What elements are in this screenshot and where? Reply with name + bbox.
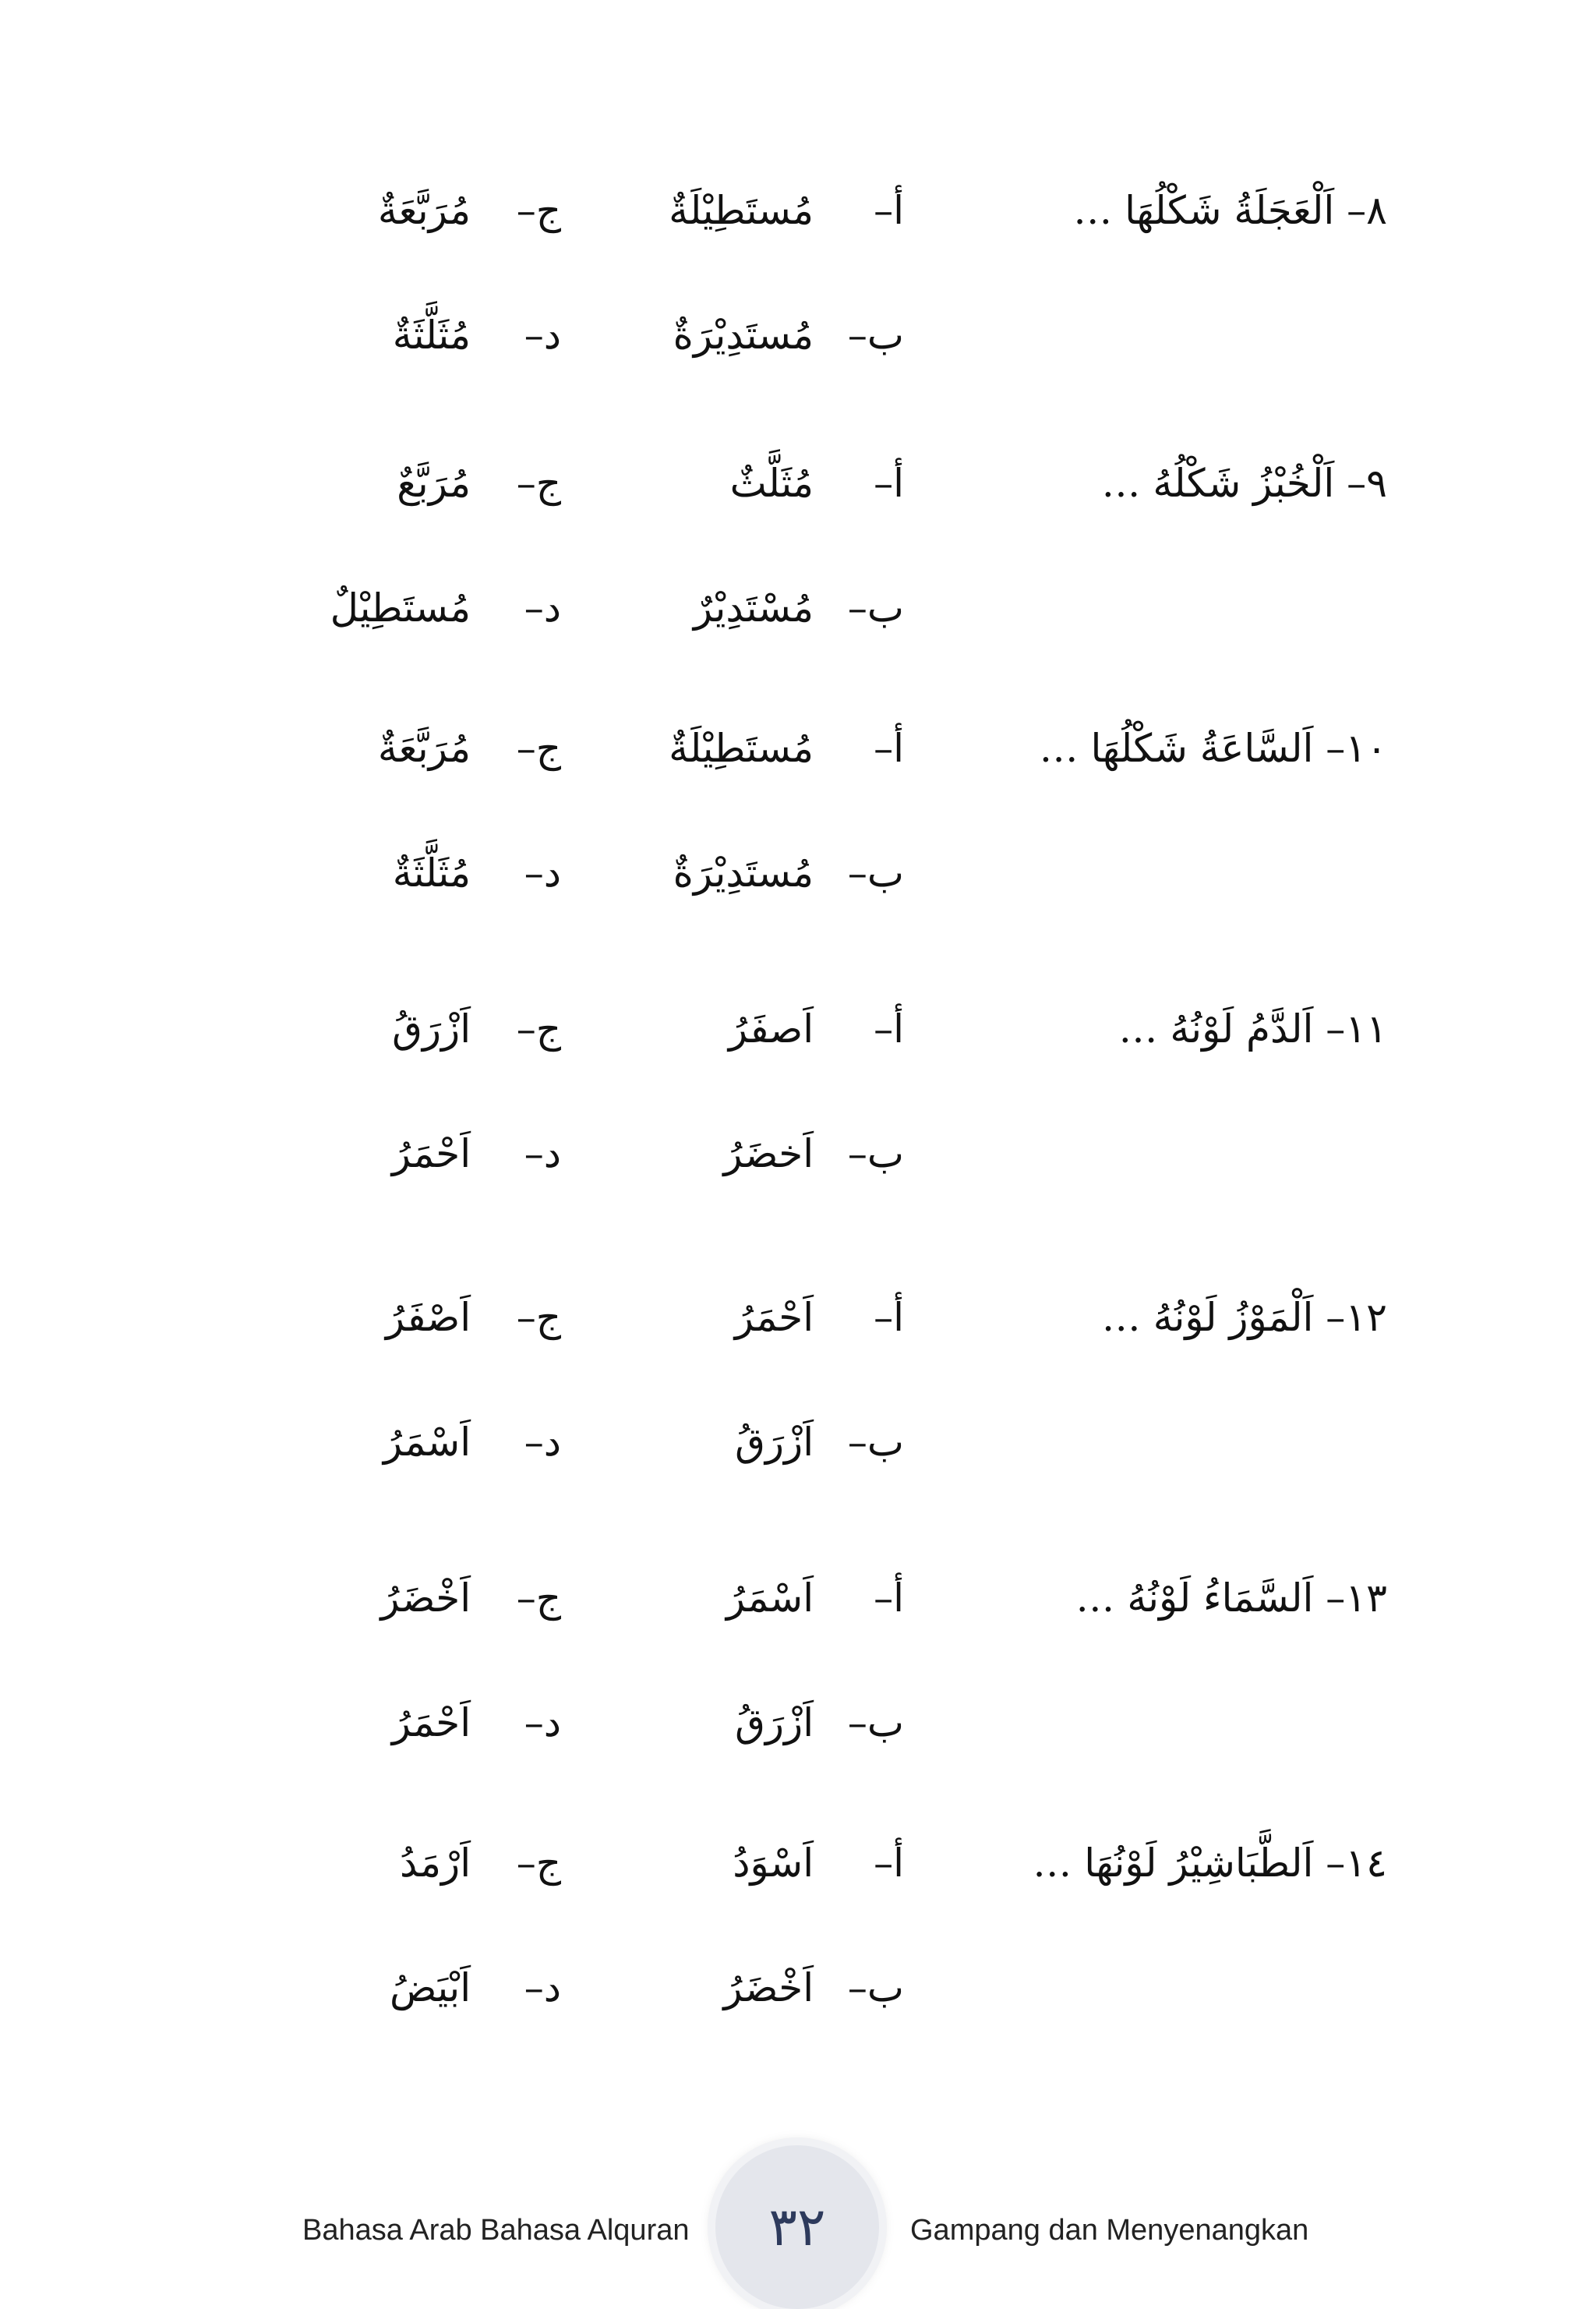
option-value: اَحْمَرُ	[391, 1700, 471, 1745]
option-value: مُستَطِيْلٌ	[330, 585, 471, 631]
option-value: مُرَبَّعَةٌ	[377, 188, 471, 233]
option-label: أ–	[874, 1006, 904, 1052]
question-10	[156, 717, 1387, 982]
page-number-badge	[715, 2145, 879, 2309]
option-value: اَحْمَرُ	[391, 1131, 471, 1176]
option-label: د–	[524, 1965, 561, 2010]
option-label: د–	[524, 313, 561, 358]
option-label: ج–	[516, 188, 561, 233]
option-c	[156, 452, 561, 514]
option-value: مُستَطِيْلَةٌ	[669, 188, 814, 233]
option-label: ب–	[847, 1420, 904, 1465]
option-label: أ–	[874, 1575, 904, 1621]
option-b	[577, 304, 904, 366]
question-text: ٩– اَلْخُبْزُ شَكْلُهُ …	[1101, 461, 1387, 506]
option-value: اَخضَرُ	[723, 1131, 814, 1176]
question-text: ١٤– اَلطَّبَاشِيْرُ لَوْنُهَا …	[1033, 1840, 1387, 1886]
option-label: د–	[524, 1131, 561, 1176]
option-value: اَحْمَرُ	[734, 1295, 814, 1340]
option-value: مُرَبَّعٌ	[397, 461, 471, 506]
option-value: مُستَدِيْرَةٌ	[673, 850, 814, 896]
option-a	[577, 1832, 904, 1894]
option-value: اَسْمَرُ	[383, 1420, 471, 1465]
option-b	[577, 1411, 904, 1473]
question-14	[156, 1832, 1387, 2097]
option-value: مُرَبَّعَةٌ	[377, 726, 471, 771]
option-value: اَسْوَدُ	[733, 1840, 814, 1886]
option-label: ج–	[516, 1295, 561, 1340]
option-a	[577, 179, 904, 242]
question-text: ١٢– اَلْمَوْزُ لَوْنُهُ …	[1101, 1295, 1387, 1340]
question-13	[156, 1567, 1387, 1832]
option-c	[156, 1832, 561, 1894]
option-label: ب–	[847, 1131, 904, 1176]
option-label: ب–	[847, 1965, 904, 2010]
option-value: اَزْرَقُ	[392, 1006, 471, 1052]
option-a	[577, 717, 904, 780]
option-a	[577, 452, 904, 514]
option-label: ب–	[847, 313, 904, 358]
option-label: ج–	[516, 1840, 561, 1886]
option-a	[577, 1567, 904, 1629]
footer-book-title: Bahasa Arab Bahasa Alquran	[302, 2214, 690, 2247]
option-label: ب–	[847, 1700, 904, 1745]
option-value: اَبْيَضُ	[389, 1965, 471, 2010]
option-value: مُستَدِيْرَةٌ	[673, 313, 814, 358]
option-label: ج–	[516, 461, 561, 506]
option-label: ج–	[516, 726, 561, 771]
option-label: د–	[524, 850, 561, 896]
option-d	[156, 1123, 561, 1185]
option-value: اَخْضَرُ	[723, 1965, 814, 2010]
option-c	[156, 717, 561, 780]
option-label: ج–	[516, 1575, 561, 1621]
option-b	[577, 1123, 904, 1185]
option-d	[156, 842, 561, 904]
question-text: ١٣– اَلسَّمَاءُ لَوْنُهُ …	[1075, 1575, 1387, 1621]
option-value: اَزْرَقُ	[735, 1700, 814, 1745]
option-value: مُثَلَّثَةٌ	[392, 313, 471, 358]
option-c	[156, 998, 561, 1060]
option-b	[577, 577, 904, 639]
option-a	[577, 998, 904, 1060]
option-a	[577, 1286, 904, 1349]
option-b	[577, 1957, 904, 2019]
page-number: ٣٢	[768, 2196, 826, 2258]
option-b	[577, 1692, 904, 1754]
option-label: أ–	[874, 1295, 904, 1340]
option-d	[156, 1411, 561, 1473]
option-label: د–	[524, 585, 561, 631]
option-value: مُستَطِيْلَةٌ	[669, 726, 814, 771]
option-d	[156, 577, 561, 639]
option-label: ب–	[847, 850, 904, 896]
option-label: أ–	[874, 188, 904, 233]
question-12	[156, 1286, 1387, 1551]
question-9	[156, 452, 1387, 717]
option-value: اَصْفَرُ	[385, 1295, 471, 1340]
option-value: مُسْتَدِيْرٌ	[693, 585, 814, 631]
option-label: أ–	[874, 726, 904, 771]
question-text: ٨– اَلْعَجَلَةُ شَكْلُهَا …	[1073, 188, 1387, 233]
question-text: ١٠– اَلسَّاعَةُ شَكْلُهَا …	[1039, 726, 1387, 771]
footer-tagline: Gampang dan Menyenangkan	[910, 2214, 1309, 2247]
option-value: اَزْرَقُ	[735, 1420, 814, 1465]
question-11	[156, 998, 1387, 1263]
option-value: اَصفَرُ	[728, 1006, 814, 1052]
option-c	[156, 179, 561, 242]
option-value: اَرْمَدُ	[400, 1840, 471, 1886]
option-b	[577, 842, 904, 904]
option-label: د–	[524, 1420, 561, 1465]
option-label: أ–	[874, 461, 904, 506]
option-value: مُثَلَّثَةٌ	[392, 850, 471, 896]
option-d	[156, 304, 561, 366]
option-label: ج–	[516, 1006, 561, 1052]
question-text: ١١– اَلدَّمُ لَوْنُهُ …	[1118, 1006, 1387, 1052]
option-value: اَسْمَرُ	[726, 1575, 814, 1621]
option-value: اَخْضَرُ	[380, 1575, 471, 1621]
option-c	[156, 1567, 561, 1629]
option-d	[156, 1692, 561, 1754]
option-c	[156, 1286, 561, 1349]
option-label: ب–	[847, 585, 904, 631]
option-label: أ–	[874, 1840, 904, 1886]
option-value: مُثَلَّثٌ	[729, 461, 814, 506]
option-label: د–	[524, 1700, 561, 1745]
question-8	[156, 179, 1387, 444]
option-d	[156, 1957, 561, 2019]
